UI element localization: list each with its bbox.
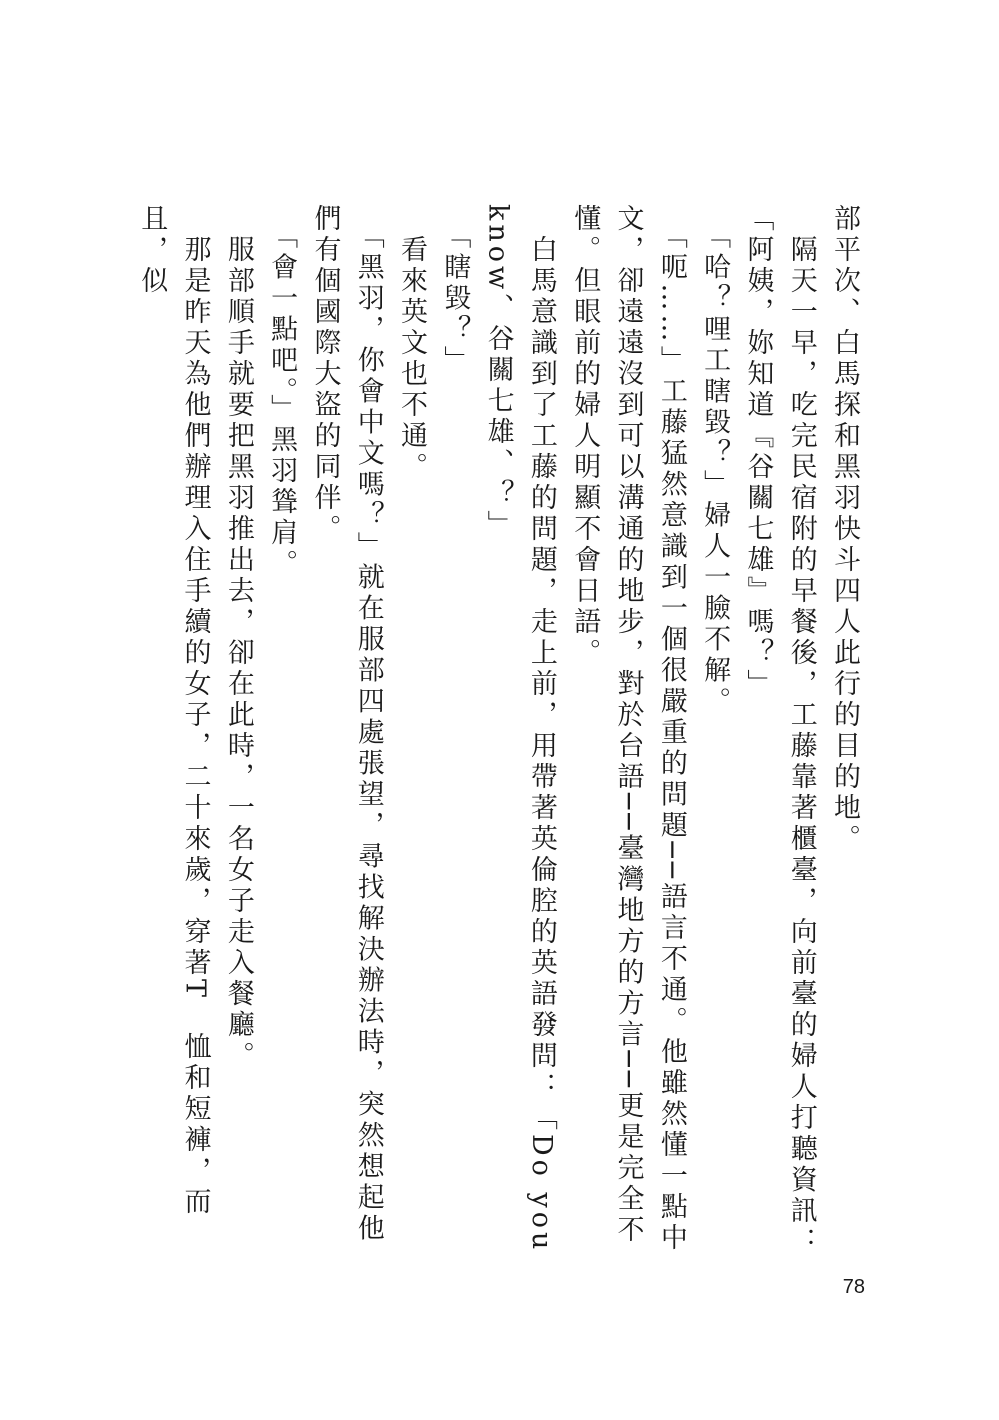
- vertical-text-body: [130, 204, 866, 1274]
- paragraph: 看來英文也不通。: [396, 204, 428, 483]
- paragraph: 「黑羽，你會中文嗎？」就在服部四處張望，尋找解決辦法時，突然想起他們有個國際大盜的同伴。: [309, 204, 384, 1245]
- paragraph: 白馬意識到了工藤的問題，走上前，用帶著英倫腔的英語發問：「Do you know、谷關七雄、？」: [482, 204, 557, 1254]
- paragraph: 部平次、白馬探和黑羽快斗四人此行的目的地。: [829, 204, 860, 855]
- paragraph: 「瞎毀？」: [439, 204, 471, 377]
- paragraph: 服部順手就要把黑羽推出去，卻在此時，一名女子走入餐廳。: [222, 204, 254, 1072]
- page-number: 78: [842, 1276, 865, 1298]
- paragraph: 「呃……」工藤猛然意識到一個很嚴重的問題──語言不通。他雖然懂一點中文，卻遠遠沒到可以溝通的地步，對於台語──臺灣地方的方言──更是完全不懂。但眼前的婦人明顯不會日語。: [569, 204, 687, 1255]
- paragraph: 「會一點吧。」黑羽聳肩。: [266, 204, 298, 580]
- paragraph: 隔天一早，吃完民宿附的早餐後，工藤靠著櫃臺，向前臺的婦人打聽資訊：「阿姨，妳知道『谷關七雄』嗎？」: [742, 204, 817, 1258]
- paragraph: 「哈？哩工瞎毀？」婦人一臉不解。: [699, 204, 731, 718]
- paragraph: 那是昨天為他們辦理入住手續的女子，二十來歲，穿著T 恤和短褲，而且，似: [136, 204, 211, 1219]
